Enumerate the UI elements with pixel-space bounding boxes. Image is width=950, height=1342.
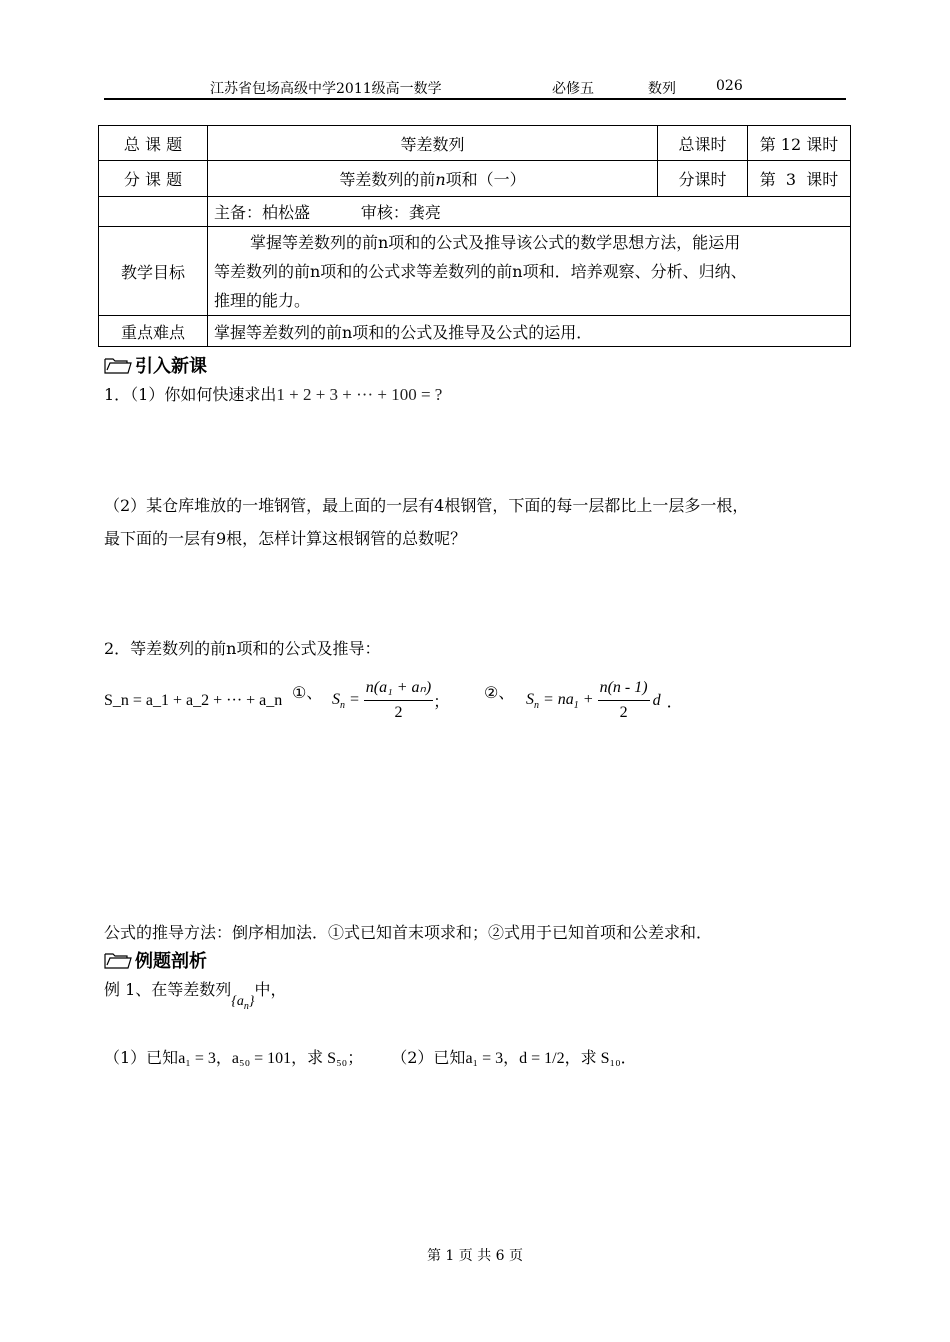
example-1-part-1-condition: a₁ = 3，a₅₀ = 101，求 S₅₀ [178,1050,348,1067]
header-school: 江苏省包场高级中学2011级高一数学 [210,81,442,97]
header-book: 必修五 [552,81,594,97]
question-3: 2．等差数列的前n项和的公式及推导： [104,639,381,658]
formula-mark-2: ②、 [484,683,515,702]
example-1-parts [104,1045,637,1068]
label-total-hours: 总课时 [658,126,748,161]
derivation-method: 公式的推导方法：倒序相加法．①式已知首末项求和；②式用于已知首项和公差求和． [104,923,713,942]
label-total-topic: 总 课 题 [99,126,208,161]
section-examples-heading [104,947,207,973]
value-sub-topic [208,161,658,197]
folder-icon [104,356,132,374]
table-row [99,197,851,227]
section-intro-title: 引入新课 [135,356,207,377]
table-row [99,126,851,161]
label-sub-hours: 分课时 [658,161,748,197]
goal-line-2: 等差数列的前n项和的公式求等差数列的前n项和．培养观察、分析、归纳、 [214,261,747,281]
formula-2-denominator: 2 [619,704,628,721]
formula-sum-definition: S_n = a_1 + a_2 + ··· + a_n [104,692,283,709]
formula-2-d: d [652,691,661,709]
label-sub-topic: 分 课 题 [99,161,208,197]
table-row [99,316,851,347]
formula-2-lhs: $S_n = na_1$ + [526,690,594,711]
formula-1 [332,676,449,725]
example-1-part-2-prefix: （2）已知 [391,1048,466,1067]
goal-line-1: 掌握等差数列的前n项和的公式及推导该公式的数学思想方法，能运用 [250,232,741,252]
value-sub-hours: 第 3 课时 [748,161,851,197]
example-1-intro-post: 中， [254,980,287,999]
example-1-intro-pre: 例 1、在等差数列 [104,980,232,999]
section-intro-heading [104,352,207,378]
folder-icon [104,951,132,969]
lesson-info-table [98,125,851,347]
sub-topic-var: n [435,170,446,189]
example-1-part-2-end: ． [620,1048,637,1067]
formula-end: ． [666,694,683,711]
question-2-line-1: （2）某仓库堆放的一堆钢管，最上面的一层有4根钢管，下面的每一层都比上一层多一根， [104,496,749,515]
header-code: 026 [716,78,743,94]
formula-1-numerator: n(a₁ + aₙ) [364,676,433,701]
question-1-prefix: 1．（1）你如何快速求出 [104,385,277,404]
page-header [104,76,846,100]
question-2-line-2: 最下面的一层有9根，怎样计算这根钢管的总数呢？ [104,529,467,548]
formula-mark-1: ①、 [292,683,323,702]
table-row [99,161,851,197]
formula-2-fraction [598,676,650,725]
label-keypoints: 重点难点 [99,316,208,347]
question-1 [104,382,442,405]
example-1-part-1-end: ； [347,1048,364,1067]
example-1-part-1-prefix: （1）已知 [104,1048,179,1067]
sub-topic-post: 项和（一） [445,170,526,189]
value-total-topic: 等差数列 [208,126,658,161]
authors: 主备：柏松盛 审核：龚亮 [208,197,851,227]
example-1-intro [104,977,287,1012]
sub-topic-pre: 等差数列的前 [339,170,436,189]
example-1-part-2-condition: a₁ = 3，d = 1/2，求 S₁₀ [465,1050,621,1067]
empty-cell [99,197,208,227]
header-chapter: 数列 [648,81,676,97]
sequence-symbol: $\{a_n\}$ [231,994,255,1012]
value-total-hours: 第 12 课时 [748,126,851,161]
formula-2-numerator: n(n - 1) [598,676,650,701]
formula-1-lhs: $S_n$ = [332,690,360,711]
value-keypoints: 掌握等差数列的前n项和的公式及推导及公式的运用． [208,316,851,347]
goal-line-3: 推理的能力。 [214,290,311,310]
question-2 [104,489,846,555]
value-goals [208,227,851,316]
table-row [99,227,851,316]
label-goals: 教学目标 [99,227,208,316]
formula-1-fraction [364,676,433,725]
question-1-formula: 1 + 2 + 3 + ··· + 100 = ? [276,385,443,404]
section-examples-title: 例题剖析 [135,951,207,972]
formula-separator: ； [433,694,450,711]
page-footer: 第 1 页 共 6 页 [426,1248,524,1264]
formula-2 [526,676,683,725]
formula-1-denominator: 2 [394,704,403,721]
